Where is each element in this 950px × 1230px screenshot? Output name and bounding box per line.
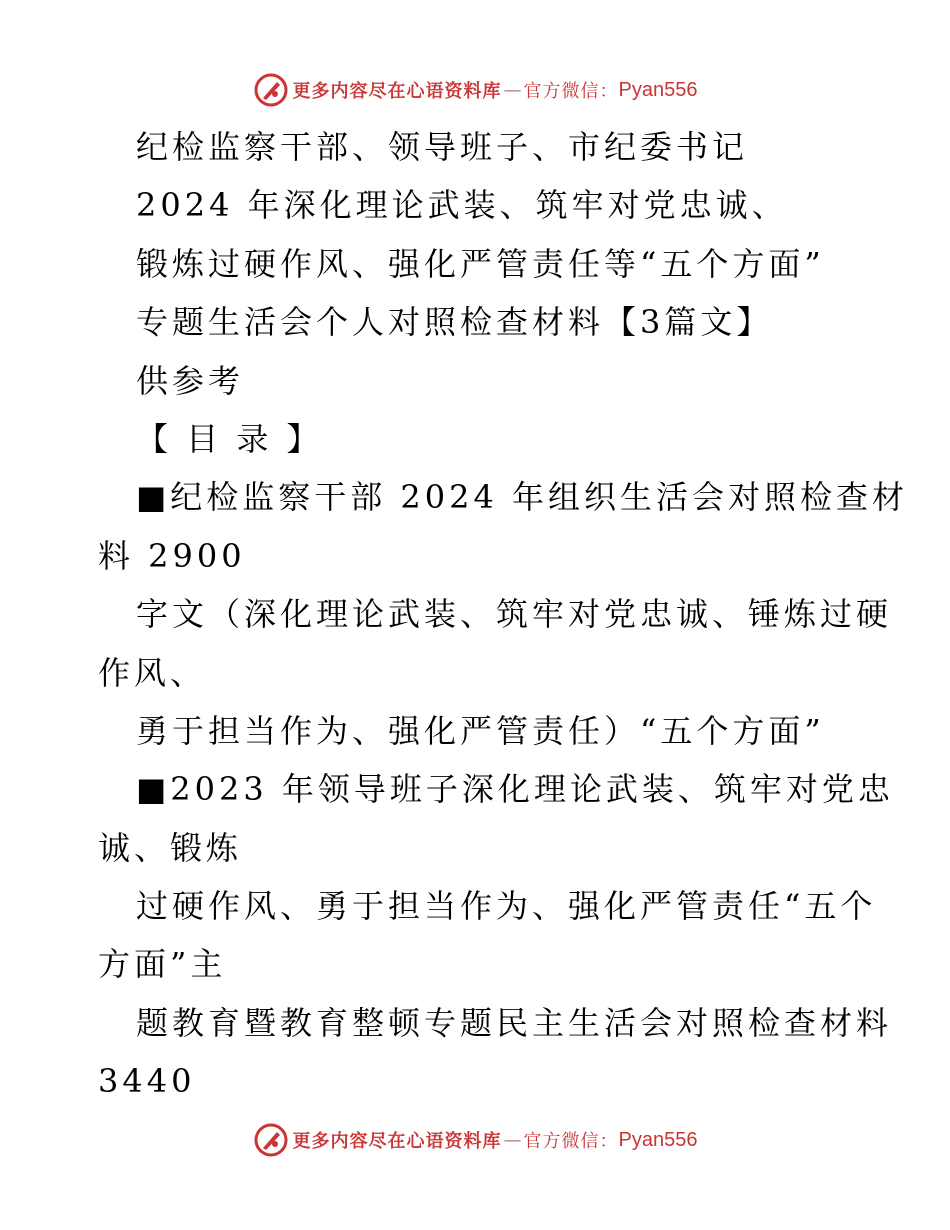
banner-wechat-label: 官方微信： [523, 1131, 619, 1152]
toc-heading: 【 目 录 】 [136, 419, 323, 458]
pen-nib-icon [253, 1122, 289, 1158]
banner-wechat-label: 官方微信： [523, 81, 619, 102]
banner-text: 更多内容尽在心语资料库 [292, 1131, 502, 1152]
toc-item-2-line-4: 方面”主 [98, 945, 227, 984]
banner-wechat-id: Pyan556 [618, 1128, 698, 1151]
toc-item-1-line-2: 料 2900 [98, 536, 246, 575]
toc-item-1-line-4: 作风、 [98, 653, 207, 692]
title-line-2: 2024 年深化理论武装、筑牢对党忠诚、 [136, 186, 788, 225]
toc-item-2-line-1: ■2023 年领导班子深化理论武装、筑牢对党忠 [136, 770, 894, 809]
title-line-3: 锻炼过硬作风、强化严管责任等“五个方面” [136, 244, 825, 283]
toc-item-2-line-2: 诚、锻炼 [98, 828, 243, 867]
document-body [98, 118, 909, 1111]
banner-dash: — [503, 1129, 522, 1151]
banner-dash: — [503, 79, 522, 101]
title-line-4: 专题生活会个人对照检查材料【3篇文】 [136, 303, 773, 342]
toc-item-1-line-1: ■纪检监察干部 2024 年组织生活会对照检查材 [136, 478, 909, 517]
reference-note: 供参考 [136, 361, 245, 400]
toc-item-2-line-6: 3440 [98, 1062, 196, 1101]
footer-banner [0, 1120, 950, 1160]
toc-item-2-line-5: 题教育暨教育整顿专题民主生活会对照检查材料 [136, 1003, 893, 1042]
toc-item-2-line-3: 过硬作风、勇于担当作为、强化严管责任“五个 [136, 887, 877, 926]
banner-wechat-id: Pyan556 [618, 78, 698, 101]
title-line-1: 纪检监察干部、领导班子、市纪委书记 [136, 128, 749, 166]
header-banner [0, 70, 950, 110]
toc-item-1-line-3: 字文（深化理论武装、筑牢对党忠诚、锤炼过硬 [136, 595, 893, 634]
banner-text: 更多内容尽在心语资料库 [292, 81, 502, 102]
pen-nib-icon [253, 72, 289, 108]
toc-item-1-line-5: 勇于担当作为、强化严管责任）“五个方面” [136, 711, 825, 750]
